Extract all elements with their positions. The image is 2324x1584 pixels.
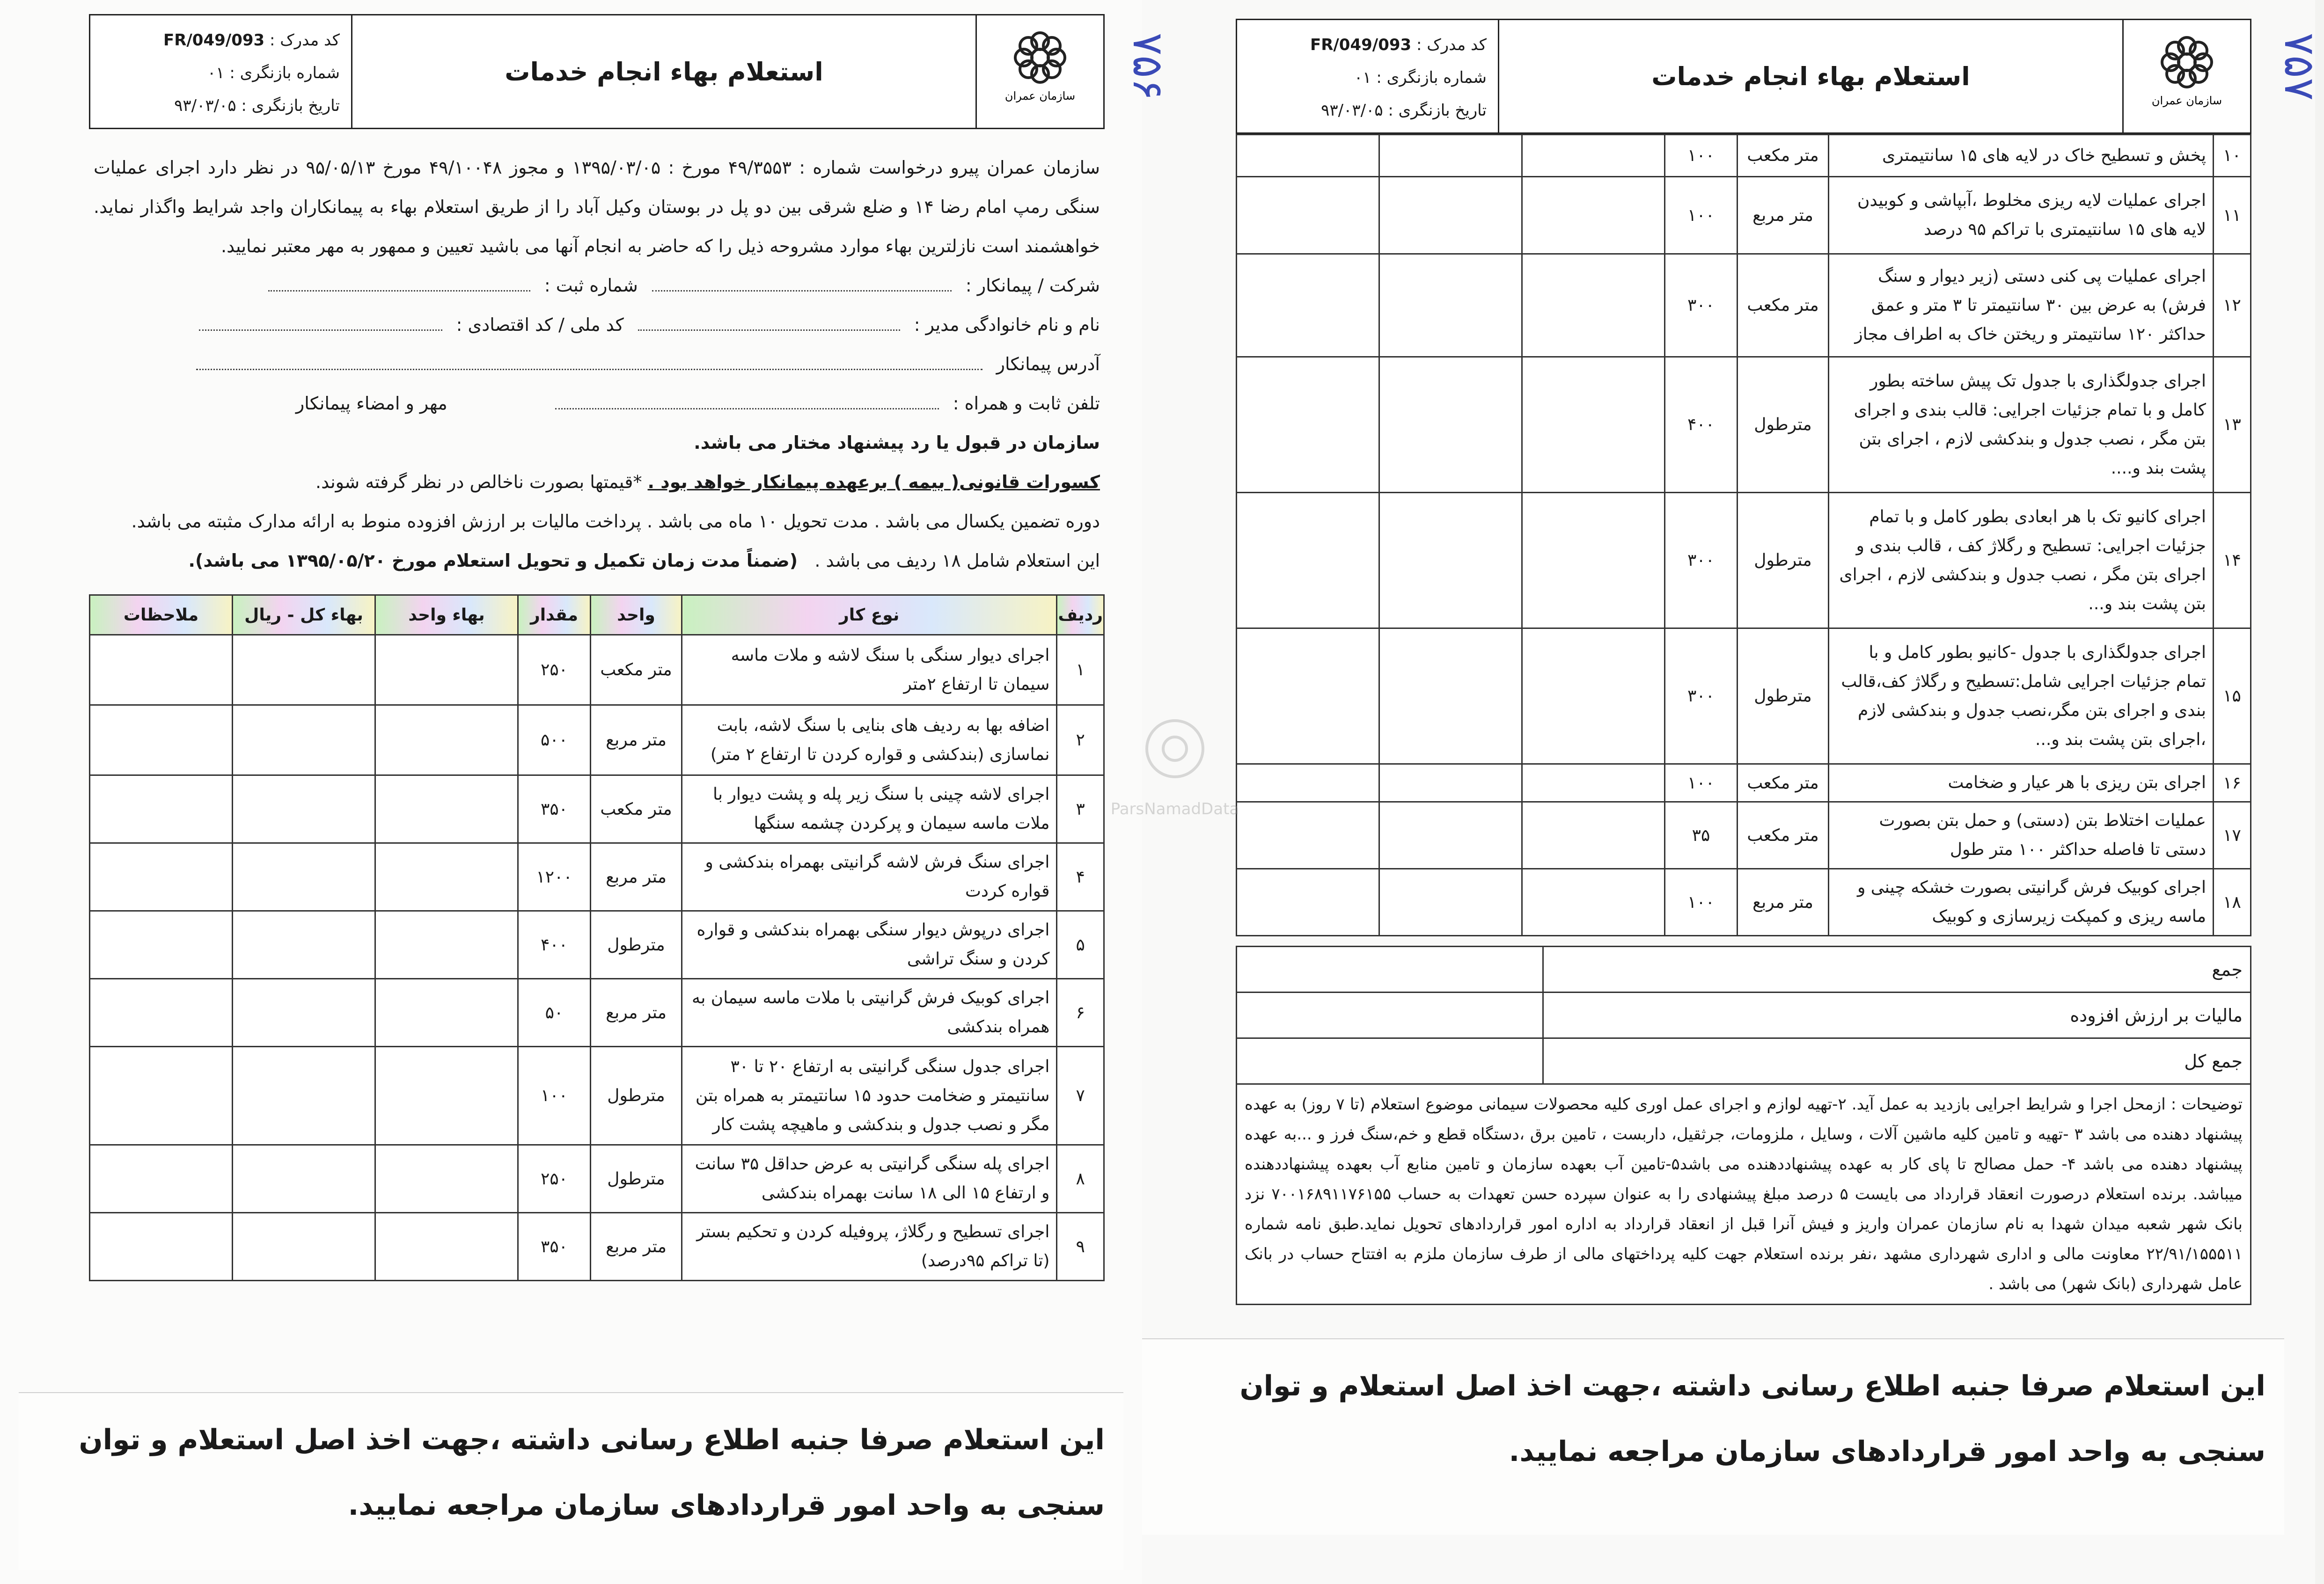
total-price-cell[interactable] xyxy=(1379,628,1522,764)
rows-count: این استعلام شامل ۱۸ ردیف می باشد . xyxy=(814,550,1100,571)
quantity-cell: ۳۰۰ xyxy=(1665,254,1738,357)
national-code-label: کد ملی / کد اقتصادی : xyxy=(456,314,624,335)
unit-price-cell[interactable] xyxy=(375,979,518,1047)
row-number: ۲ xyxy=(1057,705,1104,775)
watermark xyxy=(1077,702,1273,927)
company-label: شرکت / پیمانکار : xyxy=(965,275,1100,296)
row-number: ۷ xyxy=(1057,1047,1104,1145)
quantity-cell: ۱۰۰ xyxy=(1665,869,1738,936)
address-row xyxy=(94,344,1100,384)
work-description: اجرای تسطیح و رگلاژ، پروفیله کردن و تحکیم بستر (تا تراکم ۹۵درصد) xyxy=(682,1213,1057,1281)
unit-cell: متر مربع xyxy=(591,1213,682,1281)
items-table-right xyxy=(1236,134,2251,936)
page-two xyxy=(1236,19,2251,1305)
deductions-note: *قیمتها بصورت ناخالص در نظر گرفته شوند. xyxy=(315,472,642,492)
row-number: ۱۰ xyxy=(2214,135,2251,177)
work-description: عملیات اختلاط بتن (دستی) و حمل بتن بصورت دستی تا فاصله حداکثر ۱۰۰ متر طول xyxy=(1829,802,2214,869)
vat-label: مالیات بر ارزش افزوده xyxy=(1543,993,2251,1038)
work-description: اجرای درپوش دیوار سنگی بهمراه بندکشی و قواره کردن و سنگ تراشی xyxy=(682,911,1057,979)
footer-note-left: این استعلام صرفا جنبه اطلاع رسانی داشته ،جهت اخذ اصل استعلام و توان سنجی به واحد امور قراردادهای سازمان مراجعه نمایید. xyxy=(19,1392,1123,1570)
table-row xyxy=(1237,764,2251,802)
table-row xyxy=(1237,135,2251,177)
unit-price-cell[interactable] xyxy=(375,1213,518,1281)
unit-price-cell[interactable] xyxy=(375,775,518,843)
table-row xyxy=(90,1145,1104,1213)
unit-cell: متر مکعب xyxy=(1738,135,1829,177)
unit-price-cell[interactable] xyxy=(1522,802,1665,869)
unit-price-cell[interactable] xyxy=(375,1145,518,1213)
unit-cell: متر مکعب xyxy=(1738,764,1829,802)
unit-price-cell[interactable] xyxy=(375,635,518,705)
manager-row xyxy=(94,305,1100,344)
row-number: ۱۶ xyxy=(2214,764,2251,802)
col-qty: مقدار xyxy=(518,595,591,635)
col-total-price: بهاء کل - ریال xyxy=(233,595,375,635)
row-number: ۹ xyxy=(1057,1213,1104,1281)
revision-date: تاریخ بازنگری : ۹۳/۰۳/۰۵ xyxy=(1321,101,1487,120)
org-logo xyxy=(975,15,1103,128)
margin-mark-right: ۷۵۷ xyxy=(2275,32,2324,101)
work-description: اجرای جدولگذاری با جدول تک پیش ساخته بطور کامل و با تمام جزئیات اجرایی: قالب بندی و اجرای بتن مگر ، نصب جدول و بندکشی لازم ، اجرای بتن پشت بند و.... xyxy=(1829,357,2214,493)
intro-paragraph: سازمان عمران پیرو درخواست شماره : ۴۹/۳۵۵۳ مورخ : ۱۳۹۵/۰۳/۰۵ و مجوز ۴۹/۱۰۰۴۸ مورخ ۹۵/۰۵/۱۳ در نظر دارد اجرای عملیات سنگی رمپ امام رضا ۱۴ و ضلع شرقی بین دو پل در بوستان وکیل آباد را از طریق استعلام بهاء به پیمانکاران واجد شرایط واگذار نماید. خواهشمند است نازلترین بهاء موارد مشروحه ذیل را که حاضر به انجام آنها می باشید تعیین و ممهور به مهر معتبر نمایید. xyxy=(94,157,1100,256)
unit-price-cell[interactable] xyxy=(1522,628,1665,764)
warranty-line: دوره تضمین یکسال می باشد . مدت تحویل ۱۰ ماه می باشد . پرداخت مالیات بر ارزش افزوده منوط به ارائه مدارک مثبته می باشد. xyxy=(131,511,1100,532)
table-row xyxy=(1237,493,2251,628)
total-price-cell[interactable] xyxy=(1379,357,1522,493)
total-price-cell[interactable] xyxy=(1379,177,1522,254)
col-unit-price: بهاء واحد xyxy=(375,595,518,635)
total-price-cell[interactable] xyxy=(1379,493,1522,628)
unit-price-cell[interactable] xyxy=(1522,357,1665,493)
unit-cell: متر مربع xyxy=(591,705,682,775)
work-description: اجرای عملیات لایه ریزی مخلوط ،آبپاشی و کوبیدن لایه های ۱۵ سانتیمتری با تراکم ۹۵ درصد xyxy=(1829,177,2214,254)
flower-logo-icon xyxy=(1000,25,1080,118)
revision-date: تاریخ بازنگری : ۹۳/۰۳/۰۵ xyxy=(174,96,340,115)
manager-field[interactable] xyxy=(638,315,900,331)
row-number: ۱۴ xyxy=(2214,493,2251,628)
reg-no-field[interactable] xyxy=(268,276,530,292)
company-field[interactable] xyxy=(652,276,952,292)
col-row-no: ردیف xyxy=(1057,595,1104,635)
remarks-cell[interactable] xyxy=(90,979,233,1047)
unit-price-cell[interactable] xyxy=(1522,764,1665,802)
col-work-type: نوع کار xyxy=(682,595,1057,635)
phone-field[interactable] xyxy=(555,394,939,409)
table-row xyxy=(90,705,1104,775)
unit-cell: متر مربع xyxy=(591,979,682,1047)
work-description: اجرای جدول سنگی گرانیتی به ارتفاع ۲۰ تا ۳۰ سانتیمتر و ضخامت حدود ۱۵ سانتیمتر به همراه بتن مگر و نصب جدول و بندکشی و ماهیچه پشت کار xyxy=(682,1047,1057,1145)
work-description: اجرای جدولگذاری با جدول -کانیو بطور کامل و با تمام جزئیات اجرایی شامل:تسطیح و رگلاژ کف،قالب بندی و اجرای بتن مگر،نصب جدول و بندکشی لازم ،اجرای بتن پشت بند و... xyxy=(1829,628,2214,764)
watermark-text: ParsNamadData xyxy=(1110,800,1239,818)
doc-code: FR/049/093 xyxy=(1310,36,1412,54)
unit-cell: مترطول xyxy=(591,1145,682,1213)
revision-number: شماره بازنگری : ۰۱ xyxy=(1354,68,1487,87)
total-price-cell[interactable] xyxy=(233,979,375,1047)
work-description: اجرای کانیو تک با هر ابعادی بطور کامل و با تمام جزئیات اجرایی: تسطیح و رگلاژ کف ، قالب بندی و اجرای بتن مگر ، نصب جدول و بندکشی لازم ، اجرای بتن پشت بند و... xyxy=(1829,493,2214,628)
quantity-cell: ۱۰۰ xyxy=(1665,764,1738,802)
total-price-cell[interactable] xyxy=(1379,254,1522,357)
unit-price-cell[interactable] xyxy=(1522,254,1665,357)
remarks-cell[interactable] xyxy=(1237,357,1379,493)
table-row xyxy=(90,775,1104,843)
unit-cell: متر مکعب xyxy=(591,775,682,843)
row-number: ۱۳ xyxy=(2214,357,2251,493)
unit-price-cell[interactable] xyxy=(375,843,518,911)
unit-cell: مترطول xyxy=(591,911,682,979)
unit-cell: متر مربع xyxy=(591,843,682,911)
unit-cell: مترطول xyxy=(1738,357,1829,493)
rows-count-line xyxy=(94,541,1100,580)
total-price-cell[interactable] xyxy=(1379,764,1522,802)
national-code-field[interactable] xyxy=(199,315,442,331)
table-row xyxy=(1237,177,2251,254)
remarks-cell[interactable] xyxy=(90,1145,233,1213)
quantity-cell: ۳۰۰ xyxy=(1665,628,1738,764)
form-header-2 xyxy=(1236,19,2251,134)
remarks-cell[interactable] xyxy=(90,843,233,911)
total-price-cell[interactable] xyxy=(233,1213,375,1281)
total-price-cell[interactable] xyxy=(1379,135,1522,177)
quantity-cell: ۴۰۰ xyxy=(1665,357,1738,493)
col-remarks: ملاحظات xyxy=(90,595,233,635)
total-price-cell[interactable] xyxy=(233,911,375,979)
vat-row xyxy=(1237,993,2251,1038)
deductions-text: کسورات قانونی( بیمه ) برعهده پیمانکار خواهد بود . xyxy=(647,472,1100,492)
form-title-2: استعلام بهاء انجام خدمات xyxy=(1651,61,1970,91)
totals-table xyxy=(1236,946,2251,1085)
work-description: اجرای دیوار سنگی با سنگ لاشه و ملات ماسه سیمان تا ارتفاع ۲متر xyxy=(682,635,1057,705)
grand-total-value[interactable] xyxy=(1237,1038,1543,1084)
work-description: اجرای سنگ فرش لاشه گرانیتی بهمراه بندکشی و قواره کردت xyxy=(682,843,1057,911)
work-description: اجرای پله سنگی گرانیتی به عرض حداقل ۳۵ سانت و ارتفاع ۱۵ الی ۱۸ سانت بهمراه بندکشی xyxy=(682,1145,1057,1213)
table-row xyxy=(90,1213,1104,1281)
total-value[interactable] xyxy=(1237,947,1543,993)
remarks-cell[interactable] xyxy=(1237,254,1379,357)
remarks-cell[interactable] xyxy=(90,1047,233,1145)
row-number: ۱۸ xyxy=(2214,869,2251,936)
quantity-cell: ۳۵۰ xyxy=(518,775,591,843)
row-number: ۱۲ xyxy=(2214,254,2251,357)
form-header xyxy=(89,14,1105,129)
flower-logo-icon xyxy=(2147,29,2227,123)
reg-no-label: شماره ثبت : xyxy=(544,275,638,296)
watermark-logo-icon xyxy=(1128,702,1222,796)
total-price-cell[interactable] xyxy=(1379,869,1522,936)
vat-value[interactable] xyxy=(1237,993,1543,1038)
quantity-cell: ۱۰۰ xyxy=(518,1047,591,1145)
form-title: استعلام بهاء انجام خدمات xyxy=(505,57,823,87)
unit-cell: مترطول xyxy=(1738,628,1829,764)
table-row xyxy=(90,635,1104,705)
unit-price-cell[interactable] xyxy=(1522,135,1665,177)
company-row xyxy=(94,266,1100,305)
phone-row xyxy=(94,384,1100,423)
logo-caption: سازمان عمران xyxy=(2151,94,2222,107)
address-label: آدرس پیمانکار xyxy=(996,354,1100,374)
grand-total-label: جمع کل xyxy=(1543,1038,2251,1084)
phone-label: تلفن ثابت و همراه : xyxy=(953,393,1100,414)
unit-price-cell[interactable] xyxy=(375,911,518,979)
quantity-cell: ۲۵۰ xyxy=(518,1145,591,1213)
deadline-note: (ضمناً مدت زمان تکمیل و تحویل استعلام مورخ ۱۳۹۵/۰۵/۲۰ می باشد). xyxy=(188,550,798,571)
manager-label: نام و نام خانوادگی مدیر : xyxy=(914,314,1100,335)
quantity-cell: ۱۲۰۰ xyxy=(518,843,591,911)
grand-total-row xyxy=(1237,1038,2251,1084)
remarks-cell[interactable] xyxy=(1237,135,1379,177)
quantity-cell: ۳۰۰ xyxy=(1665,493,1738,628)
row-number: ۸ xyxy=(1057,1145,1104,1213)
work-description: اجرای عملیات پی کنی دستی (زیر دیوار و سنگ فرش) به عرض بین ۳۰ سانتیمتر تا ۳ متر و عمق حداکثر ۱۲۰ سانتیمتر و ریختن خاک به اطراف مجاز xyxy=(1829,254,2214,357)
quantity-cell: ۵۰۰ xyxy=(518,705,591,775)
doc-code: FR/049/093 xyxy=(163,31,265,50)
unit-price-cell[interactable] xyxy=(375,1047,518,1145)
col-unit: واحد xyxy=(591,595,682,635)
work-description: اجرای لاشه چینی با سنگ زیر پله و پشت دیوار با ملات ماسه سیمان و پرکردن چشمه سنگها xyxy=(682,775,1057,843)
unit-price-cell[interactable] xyxy=(1522,493,1665,628)
logo-caption: سازمان عمران xyxy=(1004,89,1076,102)
quantity-cell: ۵۰ xyxy=(518,979,591,1047)
unit-price-cell[interactable] xyxy=(1522,869,1665,936)
work-description: اجرای کوبیک فرش گرانیتی با ملات ماسه سیمان به همراه بندکشی xyxy=(682,979,1057,1047)
work-description: اجرای کوبیک فرش گرانیتی بصورت خشکه چینی و ماسه ریزی و کمپکت زیرسازی و کوبیک xyxy=(1829,869,2214,936)
quantity-cell: ۲۵۰ xyxy=(518,635,591,705)
quantity-cell: ۳۵ xyxy=(1665,802,1738,869)
table-row xyxy=(90,1047,1104,1145)
remarks-cell[interactable] xyxy=(1237,493,1379,628)
row-number: ۱۱ xyxy=(2214,177,2251,254)
work-description: پخش و تسطیح خاک در لایه های ۱۵ سانتیمتری xyxy=(1829,135,2214,177)
total-price-cell[interactable] xyxy=(233,775,375,843)
signature-label: مهر و امضاء پیمانکار xyxy=(295,393,447,414)
total-price-cell[interactable] xyxy=(233,1145,375,1213)
total-price-cell[interactable] xyxy=(233,1047,375,1145)
deductions-line xyxy=(94,462,1100,502)
row-number: ۳ xyxy=(1057,775,1104,843)
doc-code-label: کد مدرک : xyxy=(1416,36,1487,54)
remarks-cell[interactable] xyxy=(90,911,233,979)
unit-price-cell[interactable] xyxy=(375,705,518,775)
footer-note-right: این استعلام صرفا جنبه اطلاع رسانی داشته ،جهت اخذ اصل استعلام و توان سنجی به واحد امور قراردادهای سازمان مراجعه نمایید. xyxy=(1142,1338,2284,1535)
org-logo-2 xyxy=(2122,20,2250,132)
doc-meta-2 xyxy=(1237,20,1499,132)
row-number: ۵ xyxy=(1057,911,1104,979)
total-price-cell[interactable] xyxy=(1379,802,1522,869)
intro-section xyxy=(89,129,1105,580)
quantity-cell: ۴۰۰ xyxy=(518,911,591,979)
remarks-cell[interactable] xyxy=(90,635,233,705)
row-number: ۶ xyxy=(1057,979,1104,1047)
quantity-cell: ۱۰۰ xyxy=(1665,135,1738,177)
row-number: ۱۷ xyxy=(2214,802,2251,869)
page-one xyxy=(89,14,1105,1281)
table-row xyxy=(1237,802,2251,869)
unit-cell: متر مکعب xyxy=(1738,802,1829,869)
remarks-cell[interactable] xyxy=(90,775,233,843)
doc-meta xyxy=(90,15,352,128)
remarks-cell[interactable] xyxy=(1237,177,1379,254)
unit-cell: متر مربع xyxy=(1738,177,1829,254)
remarks-cell[interactable] xyxy=(90,705,233,775)
doc-code-label: کد مدرک : xyxy=(269,31,340,50)
items-table-left xyxy=(89,594,1105,1281)
remarks-cell[interactable] xyxy=(90,1213,233,1281)
total-price-cell[interactable] xyxy=(233,635,375,705)
row-number: ۱ xyxy=(1057,635,1104,705)
table-header-row xyxy=(90,595,1104,635)
work-description: اجرای بتن ریزی با هر عیار و ضخامت xyxy=(1829,764,2214,802)
row-number: ۱۵ xyxy=(2214,628,2251,764)
table-row xyxy=(90,911,1104,979)
total-price-cell[interactable] xyxy=(233,843,375,911)
unit-cell: متر مکعب xyxy=(1738,254,1829,357)
total-row xyxy=(1237,947,2251,993)
unit-cell: متر مکعب xyxy=(591,635,682,705)
row-number: ۴ xyxy=(1057,843,1104,911)
table-row xyxy=(90,843,1104,911)
unit-price-cell[interactable] xyxy=(1522,177,1665,254)
table-row xyxy=(1237,254,2251,357)
work-description: اضافه بها به ردیف های بنایی با سنگ لاشه، بابت نماسازی (بندکشی و قواره کردن تا ارتفاع ۲ متر) xyxy=(682,705,1057,775)
table-row xyxy=(1237,869,2251,936)
total-price-cell[interactable] xyxy=(233,705,375,775)
table-row xyxy=(1237,628,2251,764)
accept-note: سازمان در قبول یا رد پیشنهاد مختار می باشد. xyxy=(694,432,1100,453)
quantity-cell: ۱۰۰ xyxy=(1665,177,1738,254)
table-row xyxy=(90,979,1104,1047)
unit-cell: مترطول xyxy=(1738,493,1829,628)
address-field[interactable] xyxy=(196,355,982,370)
revision-number: شماره بازنگری : ۰۱ xyxy=(207,64,340,82)
unit-cell: مترطول xyxy=(591,1047,682,1145)
table-row xyxy=(1237,357,2251,493)
quantity-cell: ۳۵۰ xyxy=(518,1213,591,1281)
notes-box: توضیحات : ازمحل اجرا و شرایط اجرایی بازدید به عمل آید. ۲-تهیه لوازم و اجرای عمل اوری کلیه محصولات سیمانی موضوع استعلام (تا ۷ روز) به عهده پیشنهاد دهنده می باشد ۳ -تهیه و تامین کلیه ماشین آلات ، وسایل ، ملزومات، جرثقیل، داربست ، تامین برق ،دستگاه قطع و خم،سنگ فرز و ...به عهده پیشنهاد دهنده می باشد ۴- حمل مصالح تا پای کار به عهده پیشنهاددهنده می باشد۵-تامین آب بعهده سازمان و تامین منابع آب بعهده پیشنهاددهنده میباشد. برنده استعلام درصورت انعقاد قرارداد می بایست ۵ درصد مبلغ پیشنهادی را به عنوان سپرده حسن تعهدات به حساب ۷۰۰۱۶۸۹۱۱۷۶۱۵۵ نزد بانک شهر شعبه میدان شهدا به نام سازمان عمران واریز و فیش آنرا قبل از انعقاد قرارداد به اداره امور قراردادهای تحویل نماید.طبق نامه شماره ۲۲/۹۱/۱۵۵۵۱۱ معاونت مالی و اداری شهرداری مشهد ،نفر برنده استعلام جهت کلیه پرداختهای مالی از طرف سازمان ملزم به افتتاح حساب در بانک عامل شهرداری (بانک شهر) می باشد . xyxy=(1236,1085,2251,1305)
unit-cell: متر مربع xyxy=(1738,869,1829,936)
margin-mark-left: ۷۵۶ xyxy=(1123,32,1173,101)
total-label: جمع xyxy=(1543,947,2251,993)
